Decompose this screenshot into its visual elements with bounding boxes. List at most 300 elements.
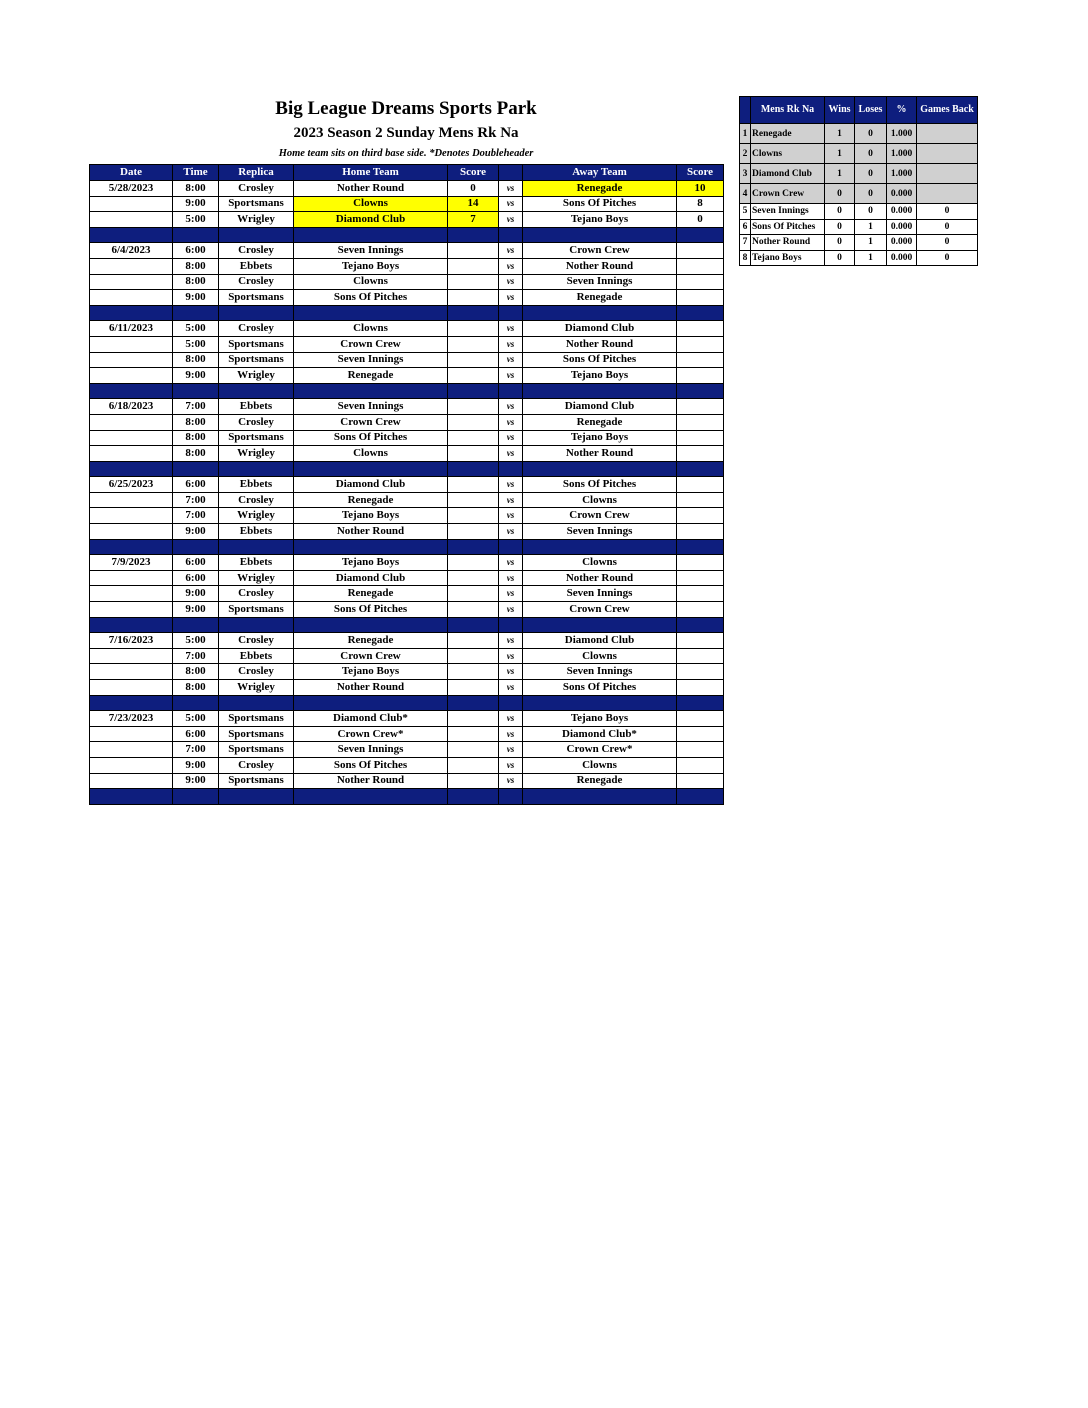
game-time: 8:00 xyxy=(173,352,219,368)
separator-cell xyxy=(523,695,677,711)
table-row xyxy=(90,711,724,727)
away-team: Sons Of Pitches xyxy=(523,196,677,212)
standing-pct: 1.000 xyxy=(887,164,917,184)
home-team: Clowns xyxy=(294,321,448,337)
away-team: Seven Innings xyxy=(523,586,677,602)
separator-cell xyxy=(219,617,294,633)
game-field: Wrigley xyxy=(219,446,294,462)
game-date xyxy=(90,524,173,540)
table-row xyxy=(90,321,724,337)
away-team: Tejano Boys xyxy=(523,430,677,446)
standing-games-back: 0 xyxy=(917,235,978,251)
game-date xyxy=(90,414,173,430)
vs-label: vs xyxy=(499,773,523,789)
game-date: 6/4/2023 xyxy=(90,243,173,259)
table-row xyxy=(90,336,724,352)
away-score xyxy=(677,586,724,602)
standing-wins: 0 xyxy=(825,204,855,220)
table-row xyxy=(90,212,724,228)
game-time: 7:00 xyxy=(173,648,219,664)
home-team: Nother Round xyxy=(294,181,448,197)
table-row xyxy=(90,586,724,602)
game-field: Sportsmans xyxy=(219,336,294,352)
vs-label: vs xyxy=(499,274,523,290)
standing-team: Nother Round xyxy=(751,235,825,251)
table-row xyxy=(90,368,724,384)
separator-cell xyxy=(294,695,448,711)
away-score xyxy=(677,742,724,758)
separator-cell xyxy=(90,227,173,243)
separator-cell xyxy=(448,383,499,399)
vs-label: vs xyxy=(499,664,523,680)
separator-cell xyxy=(677,461,724,477)
home-score: 0 xyxy=(448,181,499,197)
home-team: Nother Round xyxy=(294,524,448,540)
standing-pct: 1.000 xyxy=(887,144,917,164)
away-score xyxy=(677,477,724,493)
standing-pct: 0.000 xyxy=(887,184,917,204)
vs-label: vs xyxy=(499,477,523,493)
game-date: 6/25/2023 xyxy=(90,477,173,493)
header-date: Date xyxy=(90,165,173,181)
separator-cell xyxy=(173,539,219,555)
away-team: Clowns xyxy=(523,555,677,571)
separator-cell xyxy=(90,539,173,555)
standing-pct: 0.000 xyxy=(887,204,917,220)
vs-label: vs xyxy=(499,446,523,462)
standing-games-back: 0 xyxy=(917,219,978,235)
standing-team: Sons Of Pitches xyxy=(751,219,825,235)
separator-cell xyxy=(499,383,523,399)
away-team: Diamond Club xyxy=(523,321,677,337)
away-team: Nother Round xyxy=(523,258,677,274)
game-date: 7/23/2023 xyxy=(90,711,173,727)
week-separator xyxy=(90,461,724,477)
standing-rank: 3 xyxy=(740,164,751,184)
home-team: Sons Of Pitches xyxy=(294,602,448,618)
away-team: Seven Innings xyxy=(523,524,677,540)
table-row xyxy=(90,399,724,415)
standing-loses: 0 xyxy=(855,124,887,144)
separator-cell xyxy=(173,617,219,633)
separator-cell xyxy=(173,305,219,321)
game-date: 6/18/2023 xyxy=(90,399,173,415)
away-team: Renegade xyxy=(523,181,677,197)
standing-loses: 0 xyxy=(855,204,887,220)
standing-games-back xyxy=(917,144,978,164)
away-team: Renegade xyxy=(523,414,677,430)
home-team: Sons Of Pitches xyxy=(294,430,448,446)
standing-wins: 1 xyxy=(825,124,855,144)
standing-team: Diamond Club xyxy=(751,164,825,184)
game-date xyxy=(90,352,173,368)
table-row xyxy=(90,555,724,571)
home-team: Renegade xyxy=(294,633,448,649)
away-team: Crown Crew xyxy=(523,508,677,524)
standing-games-back xyxy=(917,184,978,204)
table-row xyxy=(90,477,724,493)
header-home-team: Home Team xyxy=(294,165,448,181)
standing-pct: 1.000 xyxy=(887,124,917,144)
away-score xyxy=(677,664,724,680)
home-score xyxy=(448,430,499,446)
away-score: 8 xyxy=(677,196,724,212)
game-date xyxy=(90,680,173,696)
standing-wins: 1 xyxy=(825,144,855,164)
home-score xyxy=(448,321,499,337)
home-score xyxy=(448,243,499,259)
standing-wins: 1 xyxy=(825,164,855,184)
table-row xyxy=(90,243,724,259)
home-score: 14 xyxy=(448,196,499,212)
home-score xyxy=(448,508,499,524)
away-team: Sons Of Pitches xyxy=(523,680,677,696)
vs-label: vs xyxy=(499,742,523,758)
standing-loses: 1 xyxy=(855,219,887,235)
game-time: 6:00 xyxy=(173,726,219,742)
home-team: Tejano Boys xyxy=(294,258,448,274)
vs-label: vs xyxy=(499,321,523,337)
game-field: Ebbets xyxy=(219,258,294,274)
table-row xyxy=(90,570,724,586)
home-score xyxy=(448,336,499,352)
separator-cell xyxy=(90,789,173,805)
game-time: 7:00 xyxy=(173,742,219,758)
schedule-note: Home team sits on third base side. *Denotes Doubleheader xyxy=(278,148,534,159)
home-team: Renegade xyxy=(294,368,448,384)
home-score xyxy=(448,290,499,306)
table-row xyxy=(90,508,724,524)
table-row xyxy=(90,196,724,212)
home-score xyxy=(448,773,499,789)
home-score xyxy=(448,414,499,430)
standing-rank: 4 xyxy=(740,184,751,204)
schedule-table xyxy=(89,164,724,805)
separator-cell xyxy=(173,461,219,477)
table-row xyxy=(90,492,724,508)
game-time: 6:00 xyxy=(173,243,219,259)
separator-cell xyxy=(294,383,448,399)
separator-cell xyxy=(294,539,448,555)
standings-header-wins: Wins xyxy=(825,97,855,124)
separator-cell xyxy=(677,227,724,243)
standing-rank: 6 xyxy=(740,219,751,235)
game-time: 5:00 xyxy=(173,336,219,352)
home-score xyxy=(448,726,499,742)
home-score xyxy=(448,555,499,571)
game-time: 5:00 xyxy=(173,711,219,727)
vs-label: vs xyxy=(499,258,523,274)
vs-label: vs xyxy=(499,508,523,524)
away-team: Clowns xyxy=(523,648,677,664)
home-score xyxy=(448,570,499,586)
game-time: 9:00 xyxy=(173,602,219,618)
vs-label: vs xyxy=(499,492,523,508)
table-row xyxy=(90,352,724,368)
table-row xyxy=(90,430,724,446)
game-date xyxy=(90,586,173,602)
game-field: Sportsmans xyxy=(219,773,294,789)
game-date xyxy=(90,602,173,618)
game-field: Ebbets xyxy=(219,477,294,493)
game-date xyxy=(90,508,173,524)
vs-label: vs xyxy=(499,757,523,773)
standing-loses: 1 xyxy=(855,235,887,251)
home-team: Sons Of Pitches xyxy=(294,290,448,306)
vs-label: vs xyxy=(499,336,523,352)
game-time: 7:00 xyxy=(173,399,219,415)
vs-label: vs xyxy=(499,524,523,540)
vs-label: vs xyxy=(499,430,523,446)
away-score xyxy=(677,726,724,742)
game-field: Ebbets xyxy=(219,648,294,664)
vs-label: vs xyxy=(499,368,523,384)
standings-row xyxy=(740,204,978,220)
game-time: 7:00 xyxy=(173,492,219,508)
away-score xyxy=(677,524,724,540)
separator-cell xyxy=(90,617,173,633)
standing-wins: 0 xyxy=(825,250,855,266)
game-time: 8:00 xyxy=(173,680,219,696)
standing-pct: 0.000 xyxy=(887,235,917,251)
separator-cell xyxy=(448,789,499,805)
away-score xyxy=(677,446,724,462)
away-score xyxy=(677,290,724,306)
away-score xyxy=(677,352,724,368)
standing-wins: 0 xyxy=(825,219,855,235)
separator-cell xyxy=(677,305,724,321)
game-field: Crosley xyxy=(219,633,294,649)
separator-cell xyxy=(677,383,724,399)
away-team: Crown Crew xyxy=(523,602,677,618)
game-time: 9:00 xyxy=(173,196,219,212)
home-team: Diamond Club xyxy=(294,570,448,586)
game-time: 9:00 xyxy=(173,290,219,306)
away-team: Renegade xyxy=(523,773,677,789)
vs-label: vs xyxy=(499,243,523,259)
home-score xyxy=(448,399,499,415)
game-field: Crosley xyxy=(219,586,294,602)
game-field: Sportsmans xyxy=(219,196,294,212)
away-score xyxy=(677,368,724,384)
home-team: Diamond Club* xyxy=(294,711,448,727)
standings-row xyxy=(740,250,978,266)
separator-cell xyxy=(173,695,219,711)
separator-cell xyxy=(173,383,219,399)
vs-label: vs xyxy=(499,196,523,212)
game-field: Sportsmans xyxy=(219,742,294,758)
game-date xyxy=(90,274,173,290)
away-score: 10 xyxy=(677,181,724,197)
game-date xyxy=(90,196,173,212)
away-team: Clowns xyxy=(523,757,677,773)
game-time: 9:00 xyxy=(173,586,219,602)
game-date xyxy=(90,258,173,274)
vs-label: vs xyxy=(499,399,523,415)
away-score xyxy=(677,258,724,274)
separator-cell xyxy=(523,305,677,321)
separator-cell xyxy=(294,789,448,805)
standings-row xyxy=(740,184,978,204)
table-row xyxy=(90,742,724,758)
away-team: Diamond Club xyxy=(523,399,677,415)
separator-cell xyxy=(499,461,523,477)
home-score xyxy=(448,664,499,680)
game-time: 5:00 xyxy=(173,212,219,228)
standing-pct: 0.000 xyxy=(887,250,917,266)
home-team: Tejano Boys xyxy=(294,664,448,680)
game-time: 6:00 xyxy=(173,555,219,571)
table-row xyxy=(90,633,724,649)
separator-cell xyxy=(90,461,173,477)
away-team: Seven Innings xyxy=(523,274,677,290)
separator-cell xyxy=(523,789,677,805)
game-time: 8:00 xyxy=(173,258,219,274)
standing-rank: 7 xyxy=(740,235,751,251)
game-field: Crosley xyxy=(219,274,294,290)
game-date xyxy=(90,430,173,446)
game-date: 7/16/2023 xyxy=(90,633,173,649)
vs-label: vs xyxy=(499,602,523,618)
away-score xyxy=(677,633,724,649)
away-score xyxy=(677,492,724,508)
standing-loses: 0 xyxy=(855,144,887,164)
game-time: 8:00 xyxy=(173,430,219,446)
separator-cell xyxy=(219,539,294,555)
standings-row xyxy=(740,235,978,251)
game-date xyxy=(90,648,173,664)
standings-header-pct: % xyxy=(887,97,917,124)
standings-table xyxy=(739,96,978,266)
separator-cell xyxy=(294,461,448,477)
home-score xyxy=(448,648,499,664)
separator-cell xyxy=(448,305,499,321)
week-separator xyxy=(90,617,724,633)
page-subtitle: 2023 Season 2 Sunday Mens Rk Na xyxy=(293,125,519,141)
separator-cell xyxy=(499,227,523,243)
home-score xyxy=(448,524,499,540)
game-field: Sportsmans xyxy=(219,430,294,446)
game-date xyxy=(90,773,173,789)
standing-rank: 8 xyxy=(740,250,751,266)
away-score xyxy=(677,399,724,415)
game-field: Wrigley xyxy=(219,570,294,586)
game-date xyxy=(90,757,173,773)
home-team: Tejano Boys xyxy=(294,555,448,571)
standing-loses: 1 xyxy=(855,250,887,266)
home-team: Crown Crew xyxy=(294,336,448,352)
table-row xyxy=(90,680,724,696)
away-team: Tejano Boys xyxy=(523,212,677,228)
standing-team: Seven Innings xyxy=(751,204,825,220)
table-row xyxy=(90,524,724,540)
home-team: Renegade xyxy=(294,586,448,602)
away-team: Sons Of Pitches xyxy=(523,477,677,493)
separator-cell xyxy=(448,227,499,243)
table-row xyxy=(90,664,724,680)
game-date xyxy=(90,726,173,742)
home-score xyxy=(448,680,499,696)
table-row xyxy=(90,258,724,274)
away-team: Diamond Club* xyxy=(523,726,677,742)
game-date xyxy=(90,290,173,306)
game-time: 8:00 xyxy=(173,274,219,290)
standings-header-team: Mens Rk Na xyxy=(751,97,825,124)
game-field: Ebbets xyxy=(219,399,294,415)
separator-cell xyxy=(523,383,677,399)
game-date: 7/9/2023 xyxy=(90,555,173,571)
game-time: 8:00 xyxy=(173,664,219,680)
home-score: 7 xyxy=(448,212,499,228)
game-field: Crosley xyxy=(219,664,294,680)
separator-cell xyxy=(523,227,677,243)
separator-cell xyxy=(499,539,523,555)
home-team: Crown Crew* xyxy=(294,726,448,742)
separator-cell xyxy=(173,227,219,243)
standing-loses: 0 xyxy=(855,184,887,204)
away-score xyxy=(677,711,724,727)
game-time: 9:00 xyxy=(173,773,219,789)
home-team: Seven Innings xyxy=(294,399,448,415)
header-away-score: Score xyxy=(677,165,724,181)
separator-cell xyxy=(448,695,499,711)
home-team: Seven Innings xyxy=(294,243,448,259)
separator-cell xyxy=(294,617,448,633)
game-date xyxy=(90,570,173,586)
away-team: Nother Round xyxy=(523,336,677,352)
standings-row xyxy=(740,144,978,164)
separator-cell xyxy=(677,617,724,633)
home-score xyxy=(448,633,499,649)
away-team: Crown Crew xyxy=(523,243,677,259)
home-team: Seven Innings xyxy=(294,742,448,758)
vs-label: vs xyxy=(499,570,523,586)
home-team: Diamond Club xyxy=(294,212,448,228)
standing-games-back: 0 xyxy=(917,250,978,266)
game-field: Ebbets xyxy=(219,524,294,540)
game-time: 5:00 xyxy=(173,633,219,649)
standing-games-back: 0 xyxy=(917,204,978,220)
separator-cell xyxy=(219,305,294,321)
standings-header-rank xyxy=(740,97,751,124)
header-replica: Replica xyxy=(219,165,294,181)
home-team: Crown Crew xyxy=(294,648,448,664)
page-title: Big League Dreams Sports Park xyxy=(275,98,537,119)
separator-cell xyxy=(219,461,294,477)
game-field: Sportsmans xyxy=(219,711,294,727)
vs-label: vs xyxy=(499,648,523,664)
game-date xyxy=(90,336,173,352)
game-date: 6/11/2023 xyxy=(90,321,173,337)
standing-rank: 1 xyxy=(740,124,751,144)
standings-row xyxy=(740,124,978,144)
vs-label: vs xyxy=(499,555,523,571)
week-separator xyxy=(90,383,724,399)
separator-cell xyxy=(677,695,724,711)
separator-cell xyxy=(294,227,448,243)
away-score xyxy=(677,680,724,696)
home-team: Clowns xyxy=(294,196,448,212)
away-team: Sons Of Pitches xyxy=(523,352,677,368)
away-score xyxy=(677,773,724,789)
game-time: 8:00 xyxy=(173,181,219,197)
home-score xyxy=(448,352,499,368)
standing-team: Renegade xyxy=(751,124,825,144)
header-time: Time xyxy=(173,165,219,181)
home-team: Diamond Club xyxy=(294,477,448,493)
away-score xyxy=(677,555,724,571)
game-field: Ebbets xyxy=(219,555,294,571)
